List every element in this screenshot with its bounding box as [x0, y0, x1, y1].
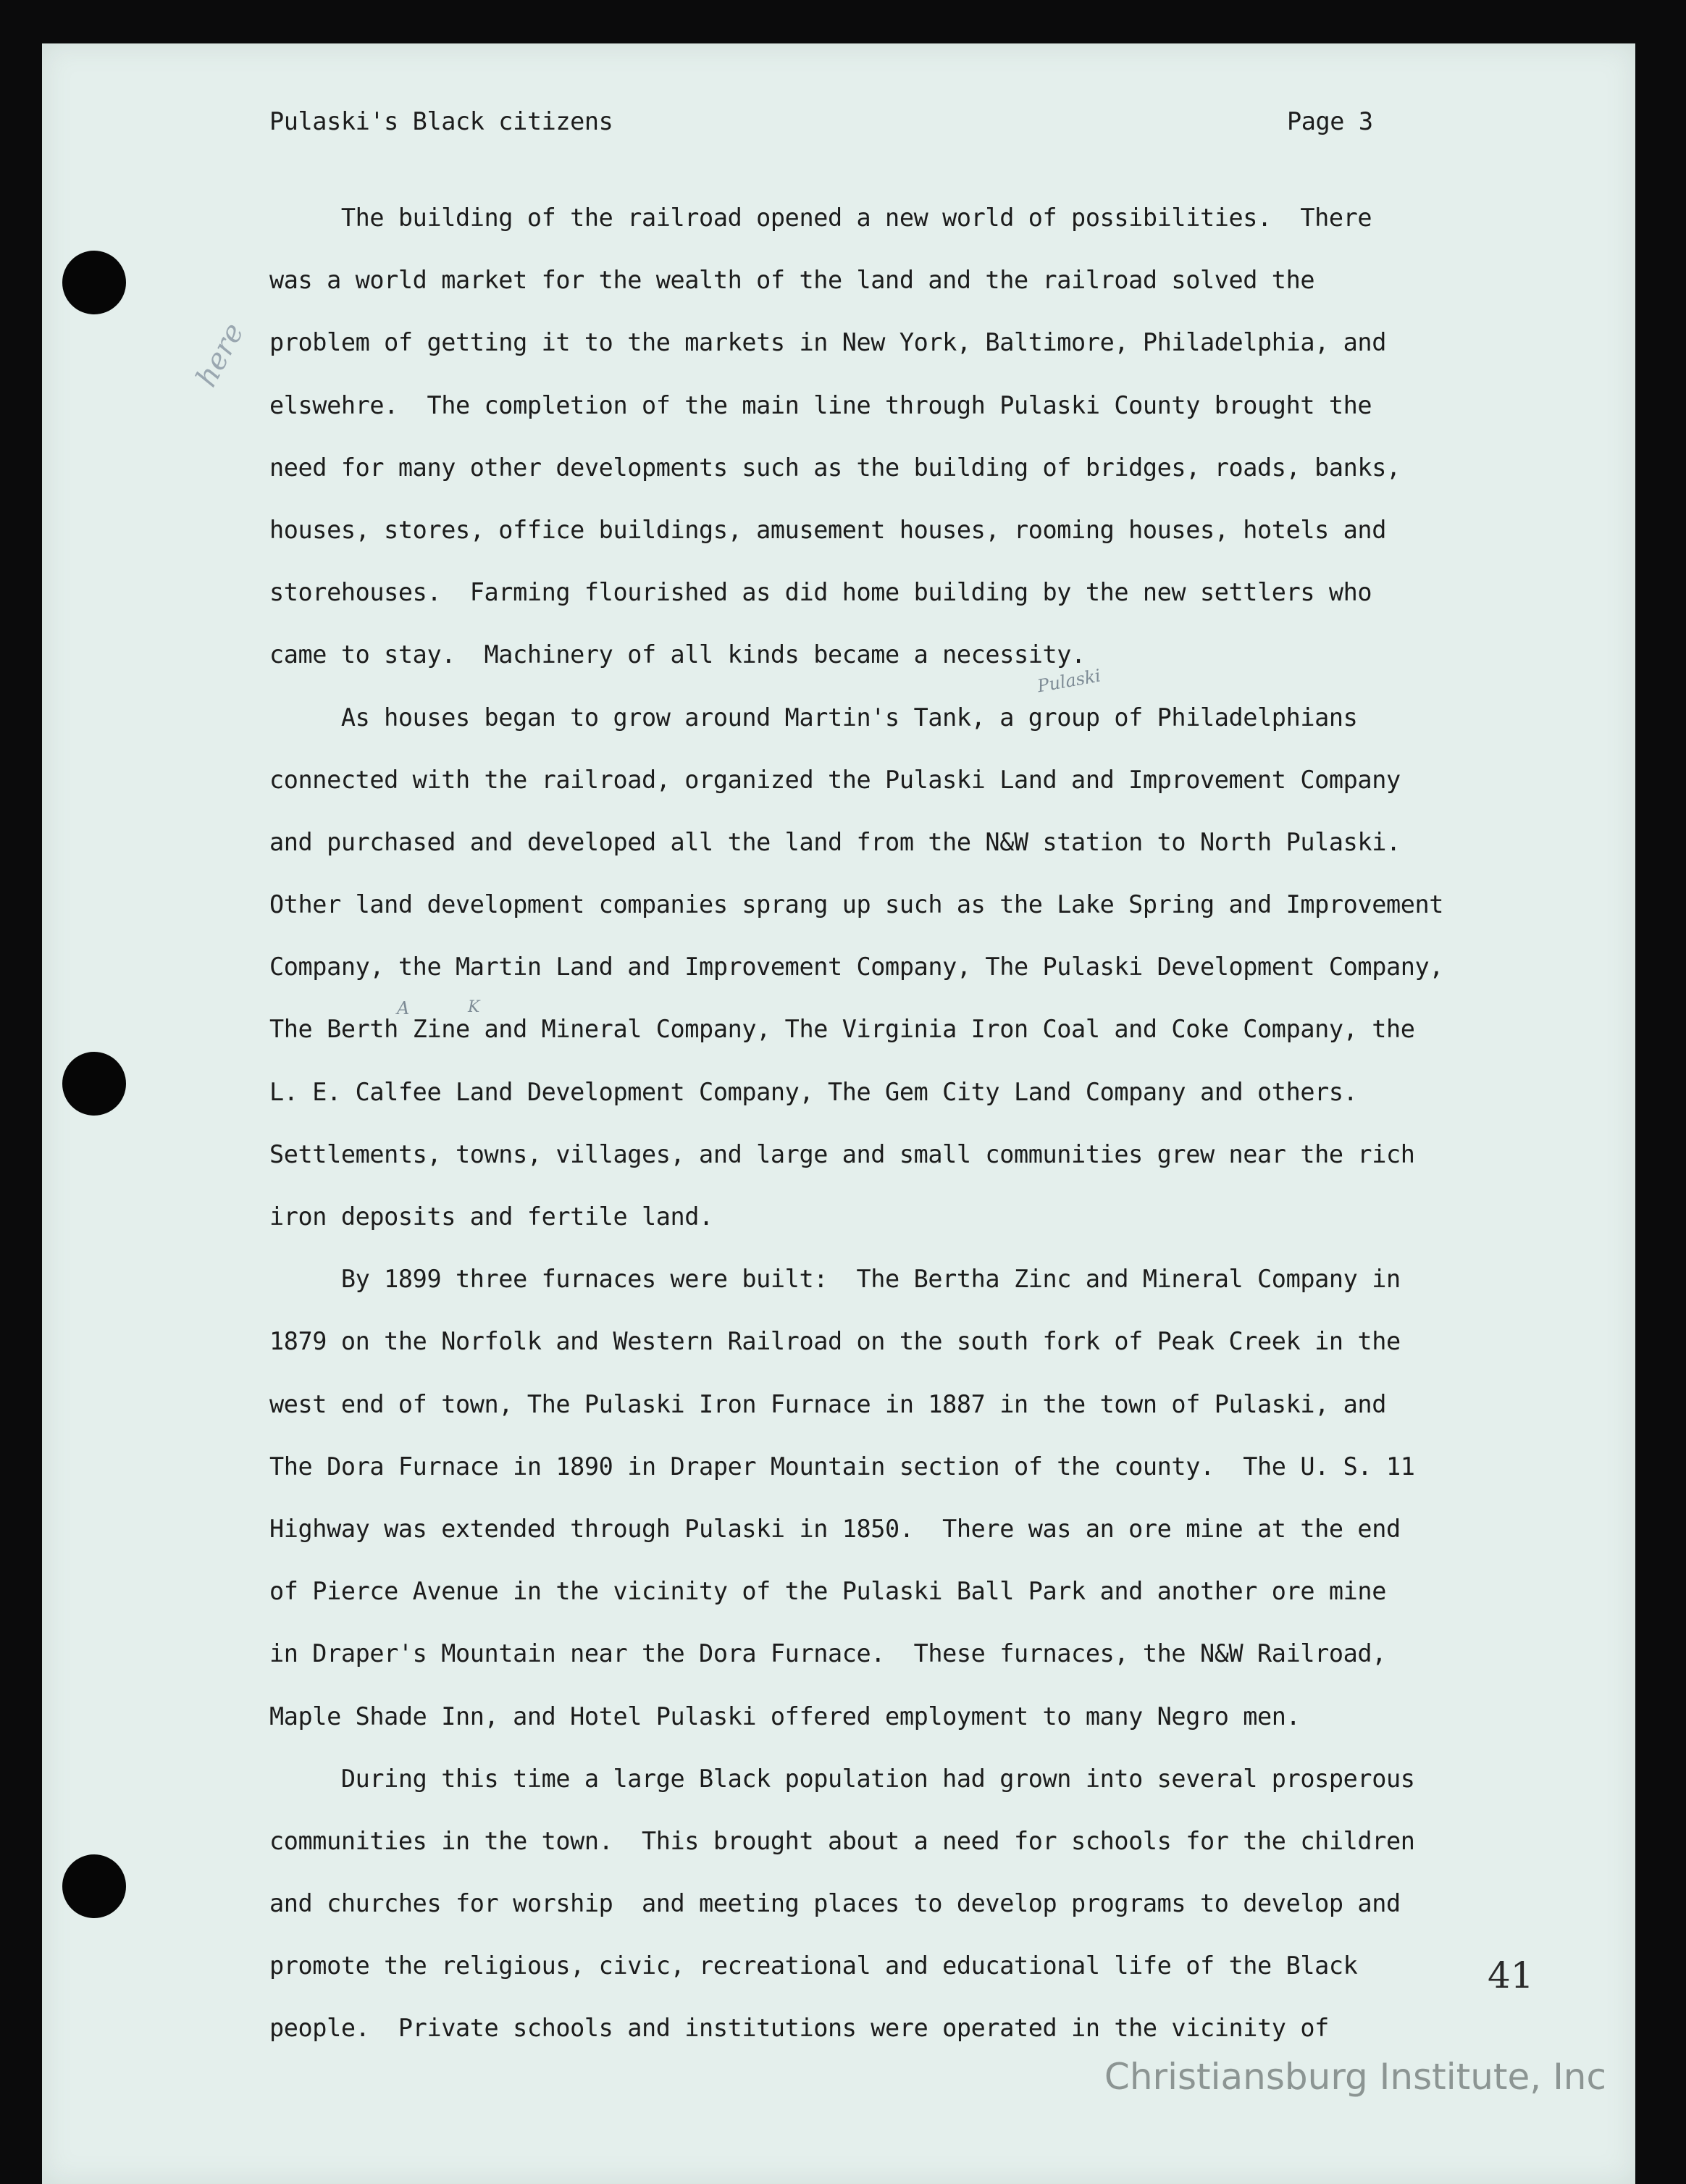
text-line: need for many other developments such as the building of bridges, roads, banks, [269, 453, 1401, 482]
text-line: and churches for worship and meeting places to develop programs to develop and [269, 1889, 1401, 1918]
text-line: Company, the Martin Land and Improvement Company, The Pulaski Development Company, [269, 953, 1444, 982]
text-line: connected with the railroad, organized the Pulaski Land and Improvement Company [269, 765, 1401, 794]
text-line: By 1899 three furnaces were built: The Bertha Zinc and Mineral Company in [269, 1265, 1401, 1294]
text-line: Highway was extended through Pulaski in 1850. There was an ore mine at the end [269, 1514, 1401, 1543]
text-line: people. Private schools and institutions were operated in the vicinity of [269, 2014, 1329, 2043]
page-label: Page 3 [1287, 107, 1373, 135]
text-line: During this time a large Black population had grown into several prosperous [269, 1764, 1415, 1793]
text-line: Settlements, towns, villages, and large and small communities grew near the rich [269, 1139, 1415, 1168]
punch-hole-middle [62, 1052, 126, 1116]
text-line: L. E. Calfee Land Development Company, The Gem City Land Company and others. [269, 1077, 1358, 1106]
insertion-pulaski: Pulaski [1036, 665, 1102, 697]
text-line: and purchased and developed all the land from the N&W station to North Pulaski. [269, 827, 1401, 856]
text-line: problem of getting it to the markets in New York, Baltimore, Philadelphia, and [269, 328, 1386, 357]
text-line: iron deposits and fertile land. [269, 1202, 713, 1231]
running-title: Pulaski's Black citizens [269, 107, 613, 135]
text-line: houses, stores, office buildings, amusement houses, rooming houses, hotels and [269, 515, 1386, 544]
text-line: storehouses. Farming flourished as did home building by the new settlers who [269, 578, 1372, 607]
text-line: of Pierce Avenue in the vicinity of the Pulaski Ball Park and another ore mine [269, 1577, 1386, 1606]
page-number: 41 [1488, 1954, 1534, 1996]
text-line: Other land development companies sprang up such as the Lake Spring and Improvement [269, 890, 1444, 919]
text-line: promote the religious, civic, recreational and educational life of the Black [269, 1951, 1358, 1980]
text-line: was a world market for the wealth of the land and the railroad solved the [269, 266, 1315, 295]
insertion-k: K [468, 998, 480, 1016]
text-line: The building of the railroad opened a new world of possibilities. There [269, 204, 1372, 232]
text-line: came to stay. Machinery of all kinds became a necessity. [269, 640, 1086, 669]
margin-note: here [190, 317, 251, 393]
watermark: Christiansburg Institute, Inc [1104, 2056, 1606, 2098]
text-line: communities in the town. This brought about a need for schools for the children [269, 1826, 1415, 1855]
text-line: The Berth Zine and Mineral Company, The Virginia Iron Coal and Coke Company, the [269, 1015, 1415, 1044]
text-line: in Draper's Mountain near the Dora Furnace. These furnaces, the N&W Railroad, [269, 1639, 1386, 1668]
insertion-a: A [397, 998, 410, 1018]
text-line: As houses began to grow around Martin's Tank, a group of Philadelphians [269, 703, 1358, 732]
text-line: 1879 on the Norfolk and Western Railroad on the south fork of Peak Creek in the [269, 1327, 1401, 1356]
text-line: west end of town, The Pulaski Iron Furnace in 1887 in the town of Pulaski, and [269, 1389, 1386, 1418]
text-line: elswehre. The completion of the main line through Pulaski County brought the [269, 390, 1372, 419]
punch-hole-top [62, 251, 126, 314]
text-line: The Dora Furnace in 1890 in Draper Mountain section of the county. The U. S. 11 [269, 1452, 1415, 1481]
body-text [269, 187, 1443, 2060]
text-line: Maple Shade Inn, and Hotel Pulaski offered employment to many Negro men. [269, 1702, 1301, 1731]
punch-hole-bottom [62, 1854, 126, 1918]
